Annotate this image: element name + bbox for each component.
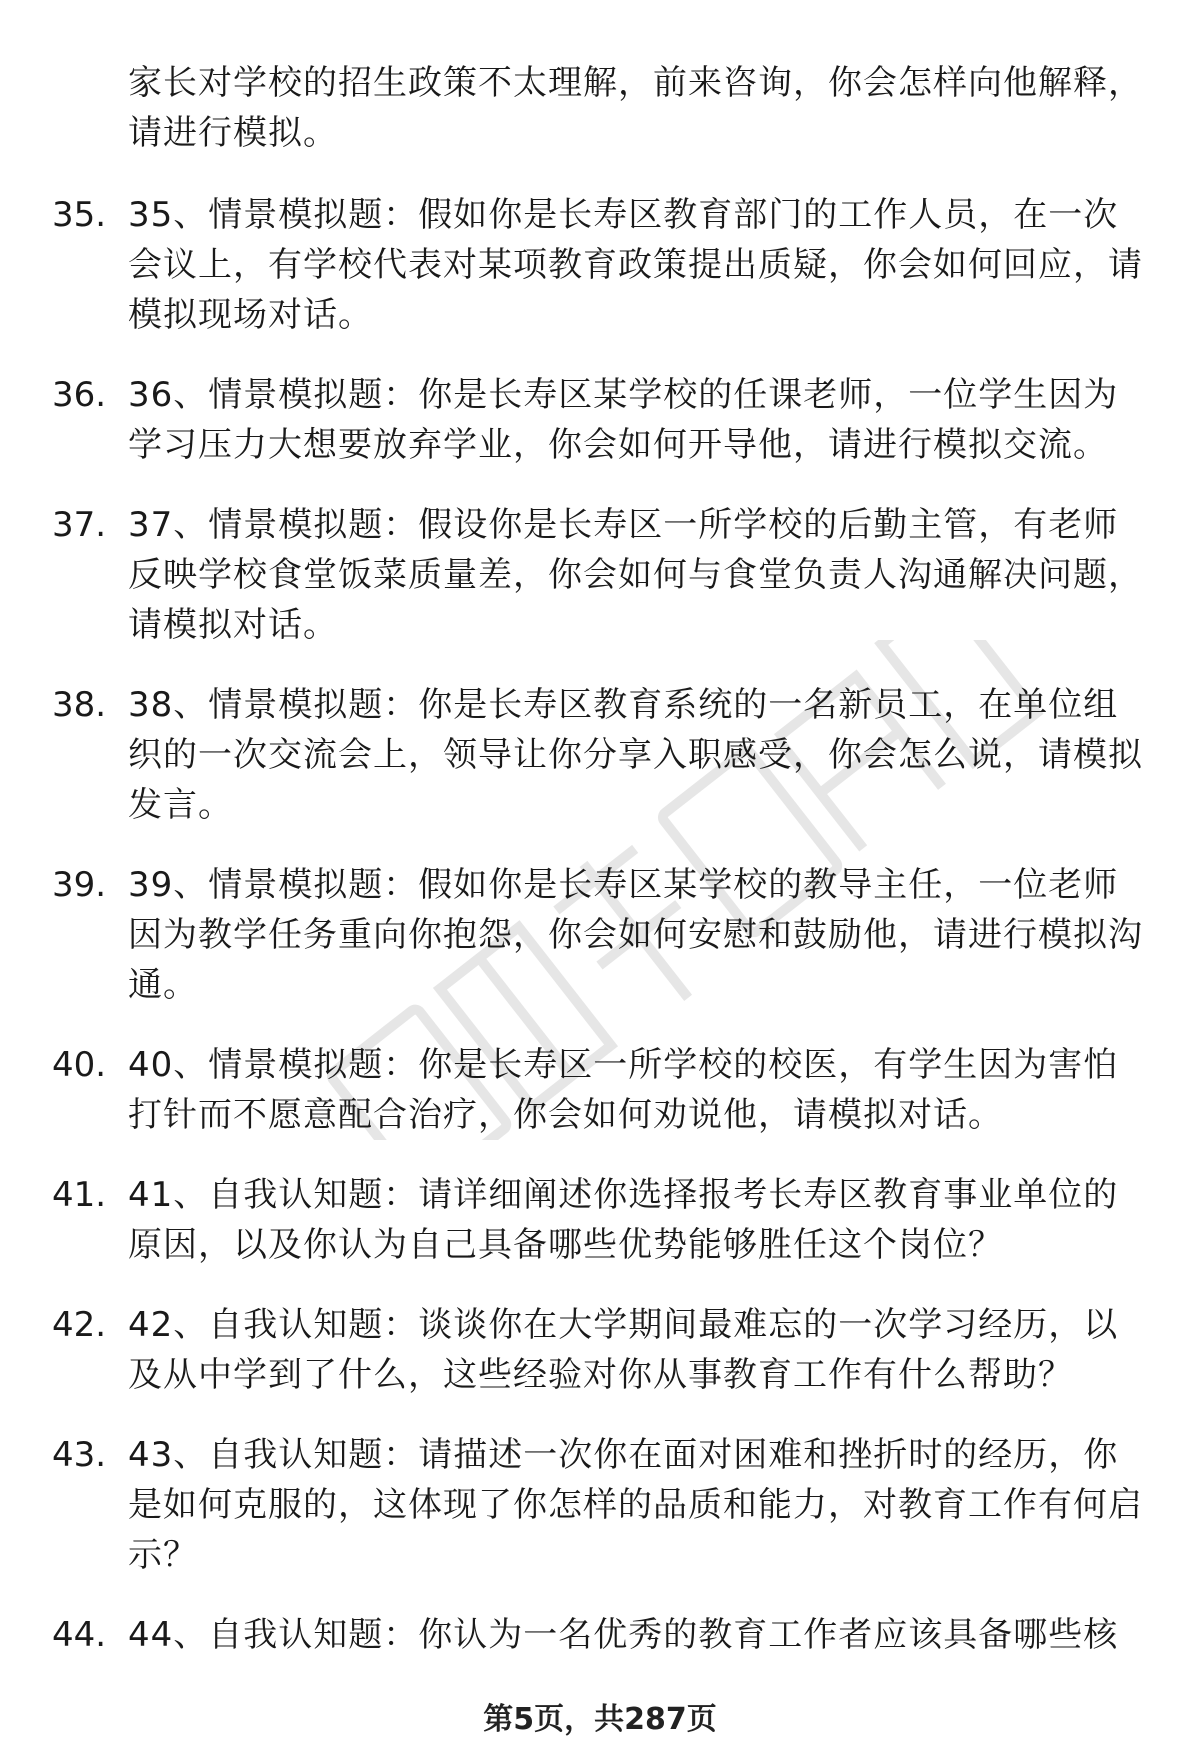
page-footer: 第5页，共287页: [483, 1702, 717, 1737]
list-item: [0, 680, 1200, 830]
item-number: 44.: [52, 1615, 107, 1655]
question-list: [0, 190, 1200, 1690]
item-text: 44、自我认知题：你认为一名优秀的教育工作者应该具备哪些核: [128, 1615, 1119, 1655]
item-text: 38、情景模拟题：你是长寿区教育系统的一名新员工，在单位组织的一次交流会上，领导让你分享入职感受，你会怎么说，请模拟发言。: [128, 685, 1143, 825]
list-item: [0, 500, 1200, 650]
intro-paragraph: 家长对学校的招生政策不太理解，前来咨询，你会怎样向他解释，请进行模拟。: [128, 63, 1143, 153]
list-item: [0, 1430, 1200, 1580]
list-item: [0, 190, 1200, 340]
item-text: 36、情景模拟题：你是长寿区某学校的任课老师，一位学生因为学习压力大想要放弃学业，你会如何开导他，请进行模拟交流。: [128, 375, 1119, 465]
list-item: [0, 370, 1200, 470]
list-item: [0, 1610, 1200, 1660]
item-number: 43.: [52, 1435, 107, 1475]
item-text: 42、自我认知题：谈谈你在大学期间最难忘的一次学习经历，以及从中学到了什么，这些经验对你从事教育工作有什么帮助？: [128, 1305, 1119, 1395]
item-number: 37.: [52, 505, 107, 545]
item-text: 37、情景模拟题：假设你是长寿区一所学校的后勤主管，有老师反映学校食堂饭菜质量差，你会如何与食堂负责人沟通解决问题，请模拟对话。: [128, 505, 1143, 645]
item-number: 36.: [52, 375, 107, 415]
list-item: [0, 1170, 1200, 1270]
item-number: 42.: [52, 1305, 107, 1345]
item-number: 35.: [52, 195, 107, 235]
item-number: 38.: [52, 685, 107, 725]
item-text: 40、情景模拟题：你是长寿区一所学校的校医，有学生因为害怕打针而不愿意配合治疗，你会如何劝说他，请模拟对话。: [128, 1045, 1119, 1135]
item-text: 39、情景模拟题：假如你是长寿区某学校的教导主任，一位老师因为教学任务重向你抱怨，你会如何安慰和鼓励他，请进行模拟沟通。: [128, 865, 1143, 1005]
item-number: 41.: [52, 1175, 107, 1215]
item-text: 43、自我认知题：请描述一次你在面对困难和挫折时的经历，你是如何克服的，这体现了你怎样的品质和能力，对教育工作有何启示？: [128, 1435, 1143, 1575]
item-number: 39.: [52, 865, 107, 905]
item-text: 41、自我认知题：请详细阐述你选择报考长寿区教育事业单位的原因，以及你认为自己具备哪些优势能够胜任这个岗位？: [128, 1175, 1119, 1265]
item-number: 40.: [52, 1045, 107, 1085]
item-text: 35、情景模拟题：假如你是长寿区教育部门的工作人员，在一次会议上，有学校代表对某项教育政策提出质疑，你会如何回应，请模拟现场对话。: [128, 195, 1143, 335]
list-item: [0, 1040, 1200, 1140]
list-item: [0, 1300, 1200, 1400]
list-item: [0, 860, 1200, 1010]
